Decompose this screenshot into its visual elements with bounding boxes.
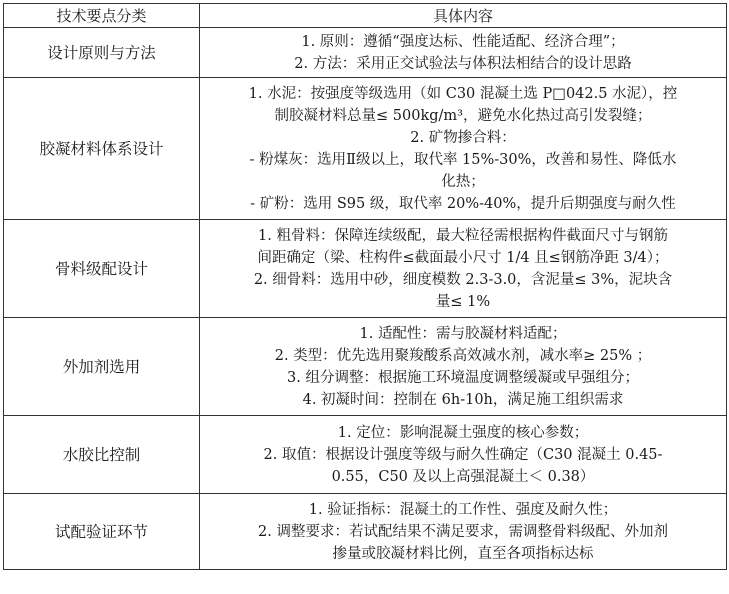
content-line: 1. 验证指标：混凝土的工作性、强度及耐久性； xyxy=(308,501,618,518)
table-row xyxy=(4,416,727,494)
table-row xyxy=(4,28,727,78)
content-line: 1. 适配性：需与胶凝材料适配； xyxy=(359,325,567,342)
row-category: 试配验证环节 xyxy=(4,494,200,570)
content-line: 1. 水泥：按强度等级选用（如 C30 混凝土选 P□042.5 水泥），控 xyxy=(248,85,678,102)
header-row xyxy=(4,4,727,28)
content-line: 2. 矿物掺合料： xyxy=(410,129,516,146)
content-line: 1. 原则：遵循“强度达标、性能适配、经济合理”； xyxy=(301,33,625,50)
content-line: 1. 粗骨料：保障连续级配，最大粒径需根据构件截面尺寸与钢筋 xyxy=(258,227,668,244)
content-line: 制胶凝材料总量≤ 500kg/m³，避免水化热过高引发裂缝； xyxy=(274,107,652,124)
row-content xyxy=(200,318,727,416)
header-content: 具体内容 xyxy=(200,4,727,28)
table-row xyxy=(4,220,727,318)
content-line: 间距确定（梁、柱构件≤截面最小尺寸 1/4 且≤钢筋净距 3/4）； xyxy=(257,249,669,266)
content-line: - 矿粉：选用 S95 级，取代率 20%-40%，提升后期强度与耐久性 xyxy=(250,195,676,212)
header-category: 技术要点分类 xyxy=(4,4,200,28)
content-line: 量≤ 1% xyxy=(435,293,491,310)
content-line: 2. 方法：采用正交试验法与体积法相结合的设计思路 xyxy=(294,55,632,72)
row-content xyxy=(200,28,727,78)
spec-table xyxy=(3,3,727,570)
row-content xyxy=(200,416,727,494)
row-content xyxy=(200,220,727,318)
row-category: 胶凝材料体系设计 xyxy=(4,78,200,220)
table-row xyxy=(4,318,727,416)
row-category: 水胶比控制 xyxy=(4,416,200,494)
row-category: 骨料级配设计 xyxy=(4,220,200,318)
content-line: 化热； xyxy=(441,173,485,190)
row-content xyxy=(200,78,727,220)
row-content xyxy=(200,494,727,570)
table-row xyxy=(4,78,727,220)
content-line: 2. 类型：优先选用聚羧酸系高效减水剂，减水率≥ 25% ； xyxy=(274,347,652,364)
content-line: - 粉煤灰：选用Ⅱ级以上，取代率 15%-30%，改善和易性、降低水 xyxy=(249,151,677,168)
content-line: 0.55，C50 及以上高强混凝土＜ 0.38） xyxy=(331,468,595,485)
table-row xyxy=(4,494,727,570)
content-line: 2. 细骨料：选用中砂，细度模数 2.3-3.0，含泥量≤ 3%，泥块含 xyxy=(253,271,673,288)
row-category: 外加剂选用 xyxy=(4,318,200,416)
content-line: 2. 取值：根据设计强度等级与耐久性确定（C30 混凝土 0.45- xyxy=(263,446,663,463)
row-category: 设计原则与方法 xyxy=(4,28,200,78)
content-line: 掺量或胶凝材料比例，直至各项指标达标 xyxy=(332,545,594,562)
content-line: 1. 定位：影响混凝土强度的核心参数； xyxy=(337,424,589,441)
content-line: 2. 调整要求：若试配结果不满足要求，需调整骨料级配、外加剂 xyxy=(258,523,668,540)
content-line: 4. 初凝时间：控制在 6h-10h，满足施工组织需求 xyxy=(302,391,624,408)
content-line: 3. 组分调整：根据施工环境温度调整缓凝或早强组分； xyxy=(287,369,639,386)
